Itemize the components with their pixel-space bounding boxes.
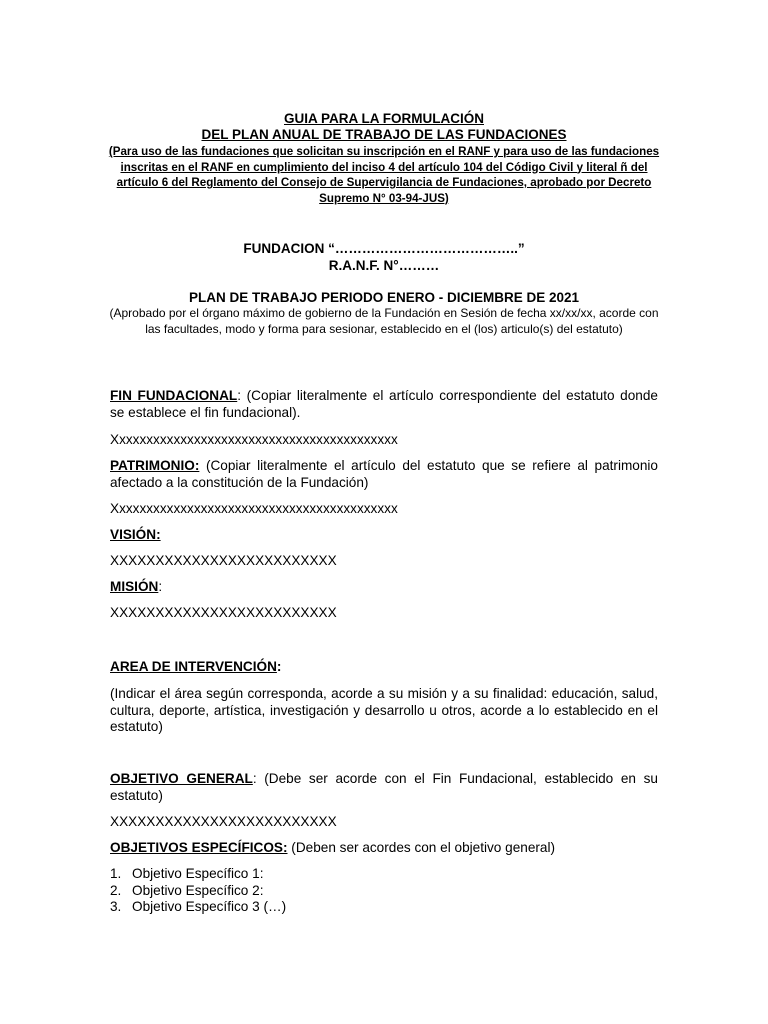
patrimonio-text: (Copiar literalmente el artículo del estatuto que se refiere al patrimonio afectado a la constitución de la Fundación)	[110, 458, 658, 490]
list-item	[110, 899, 286, 916]
list-item-label: Objetivo Específico 1:	[132, 866, 264, 881]
objetivo-general-text: : (Debe ser acorde con el Fin Fundacional, establecido en su estatuto)	[110, 771, 658, 803]
plan-approval-note: (Aprobado por el órgano máximo de gobierno de la Fundación en Sesión de fecha xx/xx/xx, acorde con las facultades, modo y forma para sesionar, establecido en el (los) articulo(s) del estatuto)	[109, 306, 659, 336]
list-item-label: Objetivo Específico 3 (…)	[132, 899, 287, 914]
document-title-line2: DEL PLAN ANUAL DE TRABAJO DE LAS FUNDACIONES	[201, 127, 567, 142]
document-title-line1: GUIA PARA LA FORMULACIÓN	[284, 111, 484, 126]
objetivo-general-placeholder: XXXXXXXXXXXXXXXXXXXXXXXXX	[110, 814, 337, 829]
vision-heading: VISIÓN:	[110, 527, 161, 542]
objetivos-especificos-text: (Deben ser acordes con el objetivo general)	[287, 840, 556, 855]
mision-section	[110, 579, 658, 596]
patrimonio-heading: PATRIMONIO:	[110, 458, 200, 473]
area-heading: AREA DE INTERVENCIÓN	[110, 659, 277, 674]
objetivo-general-section	[110, 771, 658, 804]
list-item-label: Objetivo Específico 2:	[132, 882, 264, 898]
mision-colon: :	[158, 579, 163, 594]
vision-placeholder: XXXXXXXXXXXXXXXXXXXXXXXXX	[110, 553, 337, 568]
objetivos-especificos-list	[110, 866, 286, 916]
patrimonio-section	[110, 458, 658, 491]
objetivos-especificos-section	[110, 840, 658, 857]
plan-title: PLAN DE TRABAJO PERIODO ENERO - DICIEMBRE DE 2021	[188, 290, 580, 305]
fin-fundacional-placeholder: Xxxxxxxxxxxxxxxxxxxxxxxxxxxxxxxxxxxxxxxxxx	[110, 432, 398, 447]
list-item-number: 2.	[110, 882, 122, 898]
list-item-number: 3.	[110, 899, 122, 914]
area-description: (Indicar el área según corresponda, acorde a su misión y a su finalidad: educación, salud, cultura, deporte, artística, investigación y desarrollo u otros, acorde a lo establecido en el estatuto)	[110, 686, 658, 734]
objetivo-general-heading: OBJETIVO GENERAL	[110, 771, 253, 786]
fin-fundacional-heading: FIN FUNDACIONAL	[110, 388, 238, 403]
list-item	[110, 883, 286, 900]
list-item-number: 1.	[110, 866, 122, 881]
list-item	[110, 866, 286, 883]
document-subtitle: (Para uso de las fundaciones que solicitan su inscripción en el RANF y para uso de las fundaciones inscritas en el RANF en cumplimiento del inciso 4 del artículo 104 del Código Civil y literal ñ del artículo 6 del Reglamento del Consejo de Supervigilancia de Fundaciones, aprobado por Decreto Supremo N° 03-94-JUS)	[108, 145, 660, 205]
objetivos-especificos-heading: OBJETIVOS ESPECÍFICOS:	[110, 840, 288, 855]
fin-fundacional-section	[110, 388, 658, 421]
area-colon: :	[276, 659, 282, 674]
ranf-number-line: R.A.N.F. N°………	[328, 258, 440, 273]
patrimonio-placeholder: Xxxxxxxxxxxxxxxxxxxxxxxxxxxxxxxxxxxxxxxxxx	[110, 501, 398, 516]
fin-fundacional-text: : (Copiar literalmente el artículo correspondiente del estatuto donde se establece el fin fundacional).	[110, 388, 658, 420]
fundacion-name-line: FUNDACION “…………………………………..”	[243, 241, 525, 256]
area-section	[110, 659, 658, 676]
vision-section	[110, 527, 658, 544]
mision-heading: MISIÓN	[110, 579, 159, 594]
mision-placeholder: XXXXXXXXXXXXXXXXXXXXXXXXX	[110, 605, 337, 620]
